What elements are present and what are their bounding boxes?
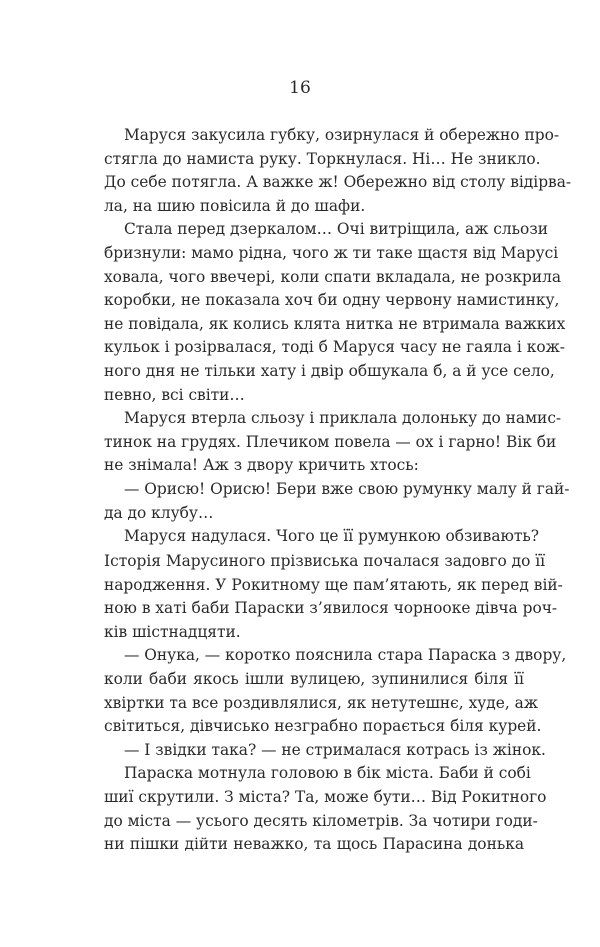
text-line: Стала перед дзеркалом… Очі витріщила, аж сльози: [124, 220, 548, 239]
text-line: коли баби якось ішли вулицею, зупинилися біля її: [104, 669, 524, 688]
text-line: тинок на грудях. Плечиком повела — ох і гарно! Вік би: [104, 432, 557, 451]
text-line: кульок і розірвалася, тоді б Маруся часу не гаяла і кож-: [104, 338, 565, 357]
text-line: Маруся закусила губку, озирнулася й обережно про-: [124, 126, 560, 144]
text-line: — Онука, — коротко пояснила стара Параска з двору,: [124, 646, 567, 665]
text-line: світиться, дівчисько незграбно порається біля курей.: [104, 717, 542, 736]
text-line: да до клубу…: [104, 503, 214, 522]
text-block-2: [104, 550, 567, 857]
text-line: не повідала, як колись клята нитка не втримала важких: [104, 314, 566, 333]
text-line: не знімала! Аж з двору кричить хтось:: [104, 456, 419, 475]
text-line: До себе потягла. А важке ж! Обережно від столу відірва-: [104, 173, 572, 192]
text-line: коробки, не показала хоч би одну червону намистинку,: [104, 291, 560, 310]
text-line: ховала, чого ввечері, коли спати вкладала, не розкрила: [104, 267, 562, 286]
text-line: Маруся втерла сльозу і приклала долоньку до намис-: [124, 409, 562, 428]
text-line: ною в хаті баби Параски з’явилося чорнооке дівча роч-: [104, 599, 558, 618]
text-line: — І звідки така? — не стрималася котрась із жінок.: [124, 740, 546, 759]
text-line: ного дня не тільки хату і двір обшукала б, а й усе село,: [104, 361, 555, 380]
text-line: ла, на шию повісила й до шафи.: [104, 196, 366, 215]
text-line: ни пішки дійти неважко, та щось Парасина донька: [104, 835, 524, 854]
text-line: шиї скрутили. З міста? Та, може бути… Від Рокитного: [104, 787, 547, 806]
text-line: народження. У Рокитному ще пам’ятають, як перед вій-: [104, 575, 563, 594]
text-line: Параска мотнула головою в бік міста. Баби й собі: [124, 764, 531, 783]
text-line: ків шістнадцяти.: [104, 622, 241, 641]
text-line: Історія Марусиного прізвиська почалася задовго до її: [104, 552, 546, 570]
text-line: бризнули: мамо рідна, чого ж ти таке щастя від Марусі: [104, 243, 559, 262]
text-line: певно, всі світи…: [104, 385, 245, 404]
text-line: Маруся надулася. Чого це її румункою обзивають?: [124, 527, 540, 546]
text-line: стягла до намиста руку. Торкнулася. Ні… Не зникло.: [104, 149, 541, 168]
text-line: до міста — усього десять кілометрів. За чотири годи-: [104, 811, 538, 830]
text-block-1: [104, 124, 572, 549]
text-line: — Орисю! Орисю! Бери вже свою румунку малу й гай-: [124, 479, 570, 498]
text-line: хвіртки та все роздивлялися, як нетутешнє, худе, аж: [104, 693, 539, 712]
page-number: 16: [289, 78, 311, 98]
